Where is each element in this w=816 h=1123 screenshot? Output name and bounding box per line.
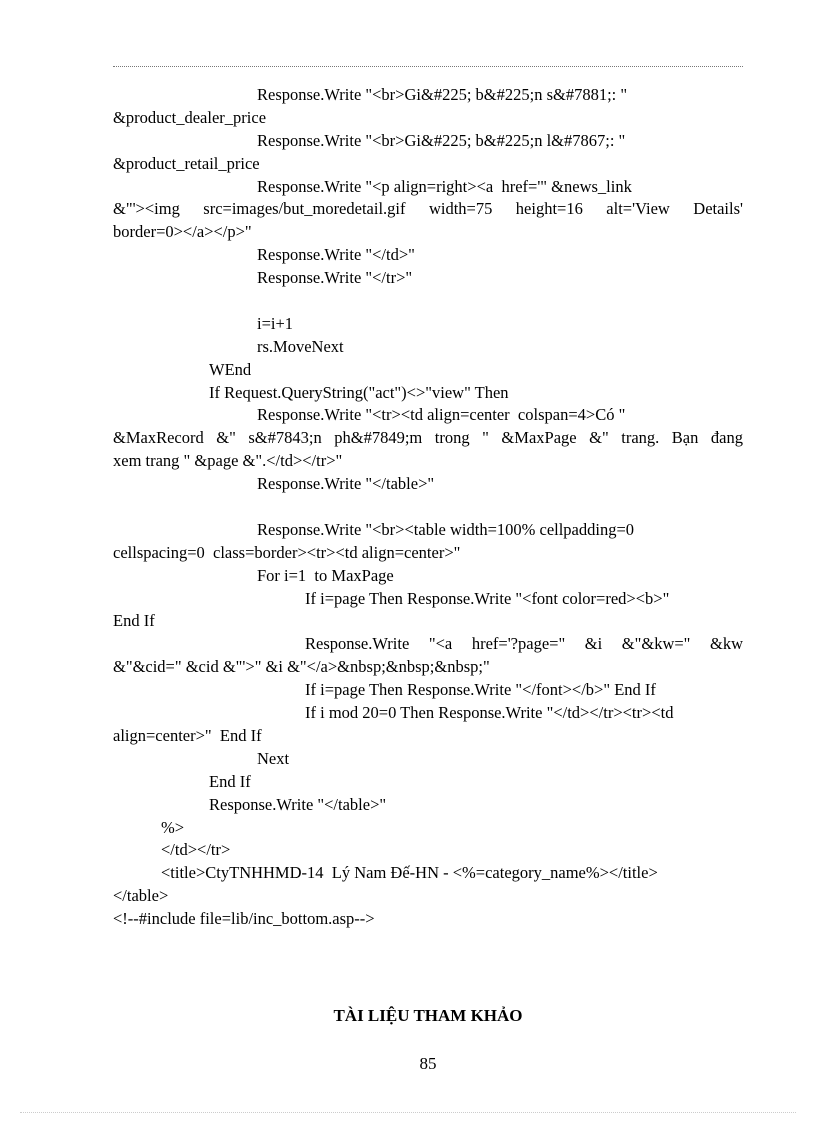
references-heading: TÀI LIỆU THAM KHẢO: [333, 1006, 523, 1025]
code-line: &MaxRecord &" s&#7843;n ph&#7849;m trong " &MaxPage &" trang. Bạn đang: [113, 428, 743, 448]
page-number: 85: [419, 1054, 437, 1073]
code-line: If i=page Then Response.Write "</font></b>" End If: [305, 680, 656, 700]
code-line: &product_retail_price: [113, 153, 260, 173]
blank-line: [113, 496, 743, 519]
code-line: WEnd: [209, 359, 252, 379]
code-line: Response.Write "<br><table width=100% cellpadding=0: [257, 519, 635, 539]
code-line: <!--#include file=lib/inc_bottom.asp-->: [113, 909, 375, 929]
code-line: </table>: [113, 886, 169, 906]
code-line: If i mod 20=0 Then Response.Write "</td></tr><tr><td: [305, 703, 674, 723]
code-line: &product_dealer_price: [113, 107, 267, 127]
blank-line: [113, 290, 743, 313]
code-line: End If: [209, 771, 251, 791]
code-line: Response.Write "<tr><td align=center colspan=4>Có ": [257, 405, 626, 425]
code-line: xem trang " &page &".</td></tr>": [113, 451, 343, 471]
header-rule: [113, 66, 743, 67]
code-line: %>: [161, 817, 185, 837]
code-line: Response.Write "</table>": [257, 474, 435, 494]
code-line: align=center>" End If: [113, 725, 262, 745]
code-line: Response.Write "</table>": [209, 794, 387, 814]
code-line: Response.Write "<p align=right><a href='" &news_link: [257, 176, 632, 196]
code-line: </td></tr>: [161, 840, 231, 860]
code-line: cellspacing=0 class=border><tr><td align=center>": [113, 542, 461, 562]
code-line: Next: [257, 748, 290, 768]
code-line: border=0></a></p>": [113, 222, 252, 242]
code-line: End If: [113, 611, 155, 631]
code-line: For i=1 to MaxPage: [257, 565, 394, 585]
footer-rule: [20, 1112, 796, 1113]
code-line: Response.Write "</td>": [257, 245, 415, 265]
code-line: Response.Write "<a href='?page=" &i &"&kw=" &kw: [305, 634, 743, 654]
code-line: Response.Write "<br>Gi&#225; b&#225;n s&#7881;: ": [257, 85, 628, 104]
code-listing: [113, 84, 743, 931]
code-line: &"&cid=" &cid &"'>" &i &"</a>&nbsp;&nbsp;&nbsp;": [113, 657, 490, 677]
code-line: rs.MoveNext: [257, 336, 344, 356]
code-line: If Request.QueryString("act")<>"view" Then: [209, 382, 509, 402]
code-line: Response.Write "</tr>": [257, 268, 413, 288]
code-line: Response.Write "<br>Gi&#225; b&#225;n l&#7867;: ": [257, 130, 626, 150]
code-line: i=i+1: [257, 313, 294, 333]
code-line: &"'><img src=images/but_moredetail.gif width=75 height=16 alt='View Details': [113, 199, 743, 219]
code-line: <title>CtyTNHHMD-14 Lý Nam Đế-HN - <%=category_name%></title>: [161, 863, 658, 883]
code-line: If i=page Then Response.Write "<font color=red><b>": [305, 588, 670, 608]
